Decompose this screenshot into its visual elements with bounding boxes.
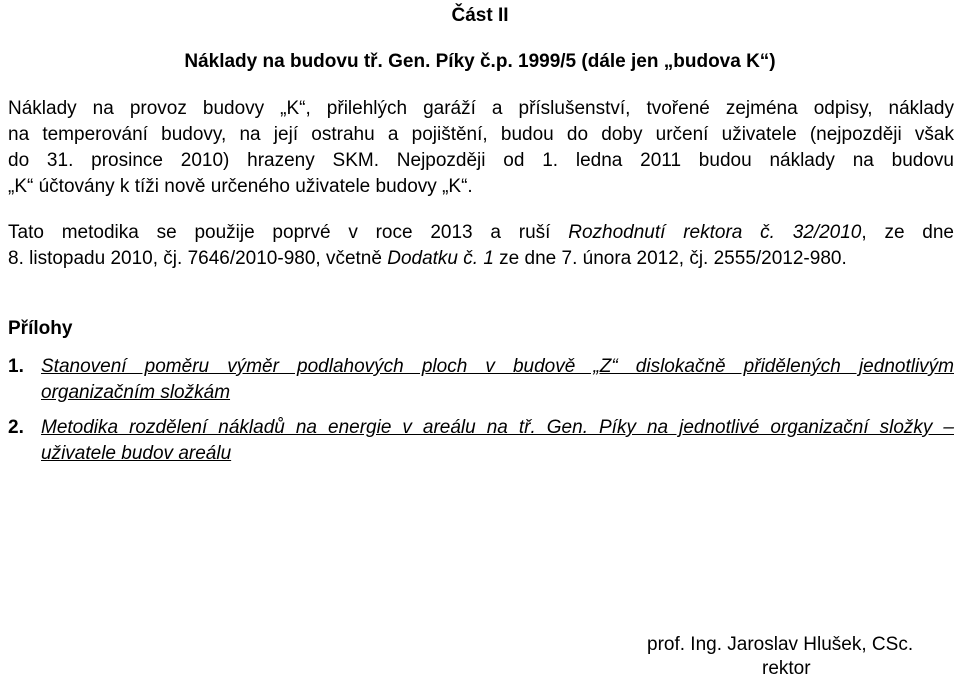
text-run: ze dne 7. února 2012, čj. 2555/2012-980. — [493, 248, 847, 269]
paragraph-line: „K“ účtovány k tíži nově určeného uživatele budovy „K“. — [8, 176, 473, 197]
text-run: , ze dne — [861, 222, 954, 243]
paragraph-line: Náklady na provoz budovy „K“, přilehlých garáží a příslušenství, tvořené zejména odpisy, náklady — [8, 98, 954, 119]
attachment-number: 2. — [8, 417, 24, 438]
attachment-title-line: organizačním složkám — [41, 382, 231, 403]
part-heading: Část II — [451, 5, 509, 26]
paragraph-line: na temperování budovy, na její ostrahu a pojištění, budou do doby určení uživatele (nejpozději však — [8, 124, 954, 145]
document-title: Náklady na budovu tř. Gen. Píky č.p. 1999/5 (dále jen „budova K“) — [184, 51, 776, 72]
signatory-name: prof. Ing. Jaroslav Hlušek, CSc. — [647, 634, 914, 655]
attachment-title-line: Stanovení poměru výměr podlahových ploch v budově „Z“ dislokačně přidělených jednotlivým — [41, 356, 954, 377]
paragraph-line: do 31. prosince 2010) hrazeny SKM. Nejpozději od 1. ledna 2011 budou náklady na budovu — [8, 150, 954, 171]
paragraph-line — [8, 246, 847, 272]
text-run: Tato metodika se použije poprvé v roce 2013 a ruší — [8, 222, 569, 243]
decision-reference: Rozhodnutí rektora č. 32/2010 — [568, 222, 862, 243]
attachment-title-line: uživatele budov areálu — [41, 443, 232, 464]
attachment-title-line: Metodika rozdělení nákladů na energie v areálu na tř. Gen. Píky na jednotlivé organizační složky – — [41, 417, 954, 438]
paragraph-line — [8, 220, 954, 246]
attachment-number: 1. — [8, 356, 24, 377]
signatory-role: rektor — [762, 658, 811, 679]
text-run: 8. listopadu 2010, čj. 7646/2010-980, včetně — [8, 248, 388, 269]
amendment-reference: Dodatku č. 1 — [387, 248, 494, 269]
attachments-heading: Přílohy — [8, 318, 73, 339]
